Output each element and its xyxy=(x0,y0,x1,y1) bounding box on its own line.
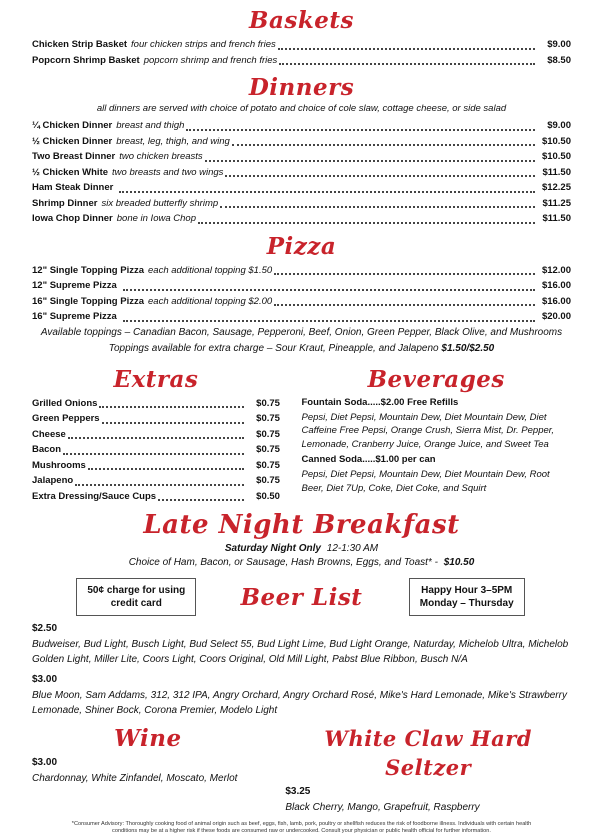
item-price: $12.25 xyxy=(541,182,571,193)
dotted-leader xyxy=(198,222,535,224)
dinners-note: all dinners are served with choice of potato and choice of cole slaw, cottage cheese, or side salad xyxy=(96,103,507,114)
item-price: $0.75 xyxy=(256,428,280,440)
canned-soda-label: Canned Soda.....$1.00 per can xyxy=(301,454,436,465)
dotted-leader xyxy=(123,320,535,322)
dotted-leader xyxy=(123,289,535,291)
item-name: Iowa Chop Dinner xyxy=(32,213,113,224)
section-wine xyxy=(32,724,264,815)
menu-item-row xyxy=(32,53,571,69)
item-price: $0.75 xyxy=(256,475,280,486)
item-name: ½ Chicken Dinner xyxy=(32,135,113,147)
item-price: $11.25 xyxy=(542,197,571,209)
item-price: $0.75 xyxy=(256,459,280,471)
item-desc: four chicken strips and french fries xyxy=(131,39,276,50)
schedule-time: 12-1:30 AM xyxy=(326,543,379,554)
menu-item-row xyxy=(32,134,571,150)
item-name: Two Breast Dinner xyxy=(32,151,116,162)
beer-tier-price: $3.00 xyxy=(32,674,58,685)
beer-tier-list: Budweiser, Bud Light, Busch Light, Bud Select 55, Bud Light Lime, Bud Light Orange, Naturday, Michelob Ultra, Michelob Golden Light, Miller Lite, Coors Light, Coors Original, Old Mill Light, Pabst Blue Ribbon, Busch N/A xyxy=(32,639,569,665)
menu-item-row xyxy=(32,278,571,294)
late-night-details xyxy=(32,556,571,570)
section-beer-list xyxy=(32,578,571,718)
fountain-soda-label: Fountain Soda.....$2.00 Free Refills xyxy=(301,396,459,408)
menu-item-row xyxy=(32,427,280,443)
section-title-wine: Wine xyxy=(114,725,182,752)
item-price: $0.75 xyxy=(256,444,280,455)
dotted-leader xyxy=(232,144,535,146)
beer-tier-list: Blue Moon, Sam Addams, 312, 312 IPA, Angry Orchard, Angry Orchard Rosé, Mike's Hard Lemonade, Mike's Strawberry Lemonade, Shiner Bock, Corona Premier, Modelo Light xyxy=(32,690,567,716)
item-name: 16" Single Topping Pizza xyxy=(32,295,145,307)
menu-item-row xyxy=(32,118,571,134)
item-price: $0.50 xyxy=(256,490,280,502)
item-price: $9.00 xyxy=(547,39,571,50)
section-title-baskets: Baskets xyxy=(249,7,354,34)
item-desc: breast, leg, thigh, and wing xyxy=(116,135,230,147)
extra-charge-text: Toppings available for extra charge – Sour Kraut, Pineapple, and Jalapeno xyxy=(108,342,439,354)
section-title-extras: Extras xyxy=(113,365,199,393)
item-price: $12.00 xyxy=(541,264,571,276)
section-title-dinners: Dinners xyxy=(248,74,355,101)
canned-soda-options: Pepsi, Diet Pepsi, Mountain Dew, Diet Mountain Dew, Root Beer, Diet 7Up, Coke, Diet Coke, and Squirt xyxy=(301,469,550,494)
item-price: $11.50 xyxy=(542,213,571,224)
dotted-leader xyxy=(88,468,244,470)
menu-item-row xyxy=(32,442,280,458)
section-title-beverages: Beverages xyxy=(367,365,505,393)
dotted-leader xyxy=(205,160,535,162)
pizza-toppings-note: Available toppings – Canadian Bacon, Sausage, Pepperoni, Beef, Onion, Green Pepper, Black Olive, and Mushrooms xyxy=(40,326,563,338)
section-late-night-breakfast xyxy=(32,509,571,570)
beer-list-header xyxy=(32,578,571,616)
item-name: Bacon xyxy=(32,444,62,455)
item-name: Ham Steak Dinner xyxy=(32,182,114,193)
section-pizza xyxy=(32,232,571,357)
item-name: Extra Dressing/Sauce Cups xyxy=(32,490,157,502)
beer-tier-price: $2.50 xyxy=(32,623,58,634)
dotted-leader xyxy=(274,273,535,275)
pizza-rows xyxy=(32,263,571,325)
item-name: Jalapeno xyxy=(32,475,74,486)
note-line: credit card xyxy=(110,598,162,609)
item-name: 12" Single Topping Pizza xyxy=(32,264,145,276)
section-extras xyxy=(32,365,280,505)
happy-hour-box xyxy=(409,578,525,616)
late-night-schedule xyxy=(32,542,571,556)
item-desc: six breaded butterfly shrimp xyxy=(101,197,219,209)
menu-item-row xyxy=(32,309,571,325)
item-name: Popcorn Shrimp Basket xyxy=(32,54,140,66)
details-text: Choice of Ham, Bacon, or Sausage, Hash Browns, Eggs, and Toast* - xyxy=(128,557,438,568)
dinners-rows xyxy=(32,118,571,227)
dotted-leader xyxy=(119,191,535,193)
dotted-leader xyxy=(102,422,244,424)
details-price: $10.50 xyxy=(443,557,475,568)
dotted-leader xyxy=(63,453,244,455)
item-name: 12" Supreme Pizza xyxy=(32,280,117,291)
section-title-late-night: Late Night Breakfast xyxy=(143,510,460,540)
menu-item-row xyxy=(32,294,571,310)
menu-item-row xyxy=(32,411,280,427)
section-baskets xyxy=(32,6,571,68)
item-name: Grilled Onions xyxy=(32,397,98,409)
item-price: $9.00 xyxy=(547,120,571,131)
menu-item-row xyxy=(32,263,571,279)
white-claw-price: $3.25 xyxy=(285,786,311,797)
item-price: $16.00 xyxy=(541,280,571,291)
dotted-leader xyxy=(274,304,535,306)
extra-charge-price: $1.50/$2.50 xyxy=(441,342,495,354)
section-title-pizza: Pizza xyxy=(266,232,337,260)
dotted-leader xyxy=(220,206,535,208)
item-price: $16.00 xyxy=(541,295,571,307)
section-dinners xyxy=(32,73,571,227)
item-desc: popcorn shrimp and french fries xyxy=(143,54,278,66)
item-price: $20.00 xyxy=(541,311,571,322)
item-desc: each additional topping $2.00 xyxy=(148,295,273,307)
fountain-soda-options: Pepsi, Diet Pepsi, Mountain Dew, Diet Mountain Dew, Diet Caffeine Free Pepsi, Orange Crush, Sierra Mist, Dr. Pepper, Lemonade, Cranberry Juice, Orange Juice, and Sweet Tea xyxy=(301,411,555,450)
item-desc: two chicken breasts xyxy=(119,151,203,162)
credit-card-note-box xyxy=(76,578,196,616)
item-price: $10.50 xyxy=(541,135,571,147)
note-line: Happy Hour 3–5PM xyxy=(421,585,513,596)
dotted-leader xyxy=(158,499,244,501)
section-white-claw xyxy=(285,724,571,815)
section-title-white-claw: White Claw Hard Seltzer xyxy=(324,726,532,780)
item-price: $0.75 xyxy=(256,397,280,409)
note-line: Monday – Thursday xyxy=(419,598,514,609)
item-name: 16" Supreme Pizza xyxy=(32,311,117,322)
dotted-leader xyxy=(68,437,244,439)
item-name: ½ Chicken White xyxy=(32,166,109,178)
menu-item-row xyxy=(32,180,571,196)
menu-item-row xyxy=(32,37,571,53)
note-line: 50¢ charge for using xyxy=(87,585,186,596)
menu-item-row xyxy=(32,458,280,474)
dotted-leader xyxy=(99,406,243,408)
dotted-leader xyxy=(278,48,535,50)
item-name: Cheese xyxy=(32,428,66,440)
menu-item-row xyxy=(32,473,280,489)
item-desc: bone in Iowa Chop xyxy=(116,213,196,224)
schedule-day: Saturday Night Only xyxy=(224,543,321,554)
dotted-leader xyxy=(186,129,535,131)
dotted-leader xyxy=(75,484,244,486)
item-price: $8.50 xyxy=(547,54,571,66)
menu-item-row xyxy=(32,211,571,227)
item-name: Green Peppers xyxy=(32,413,100,424)
item-price: $11.50 xyxy=(542,166,571,178)
item-desc: breast and thigh xyxy=(116,120,185,131)
item-price: $0.75 xyxy=(256,413,280,424)
extras-beverages-columns xyxy=(32,365,571,505)
menu-item-row xyxy=(32,396,280,412)
consumer-advisory-footer: *Consumer Advisory: Thoroughly cooking food of animal origin such as beef, eggs, fish, lamb, pork, poultry or shellfish reduces the risk of foodborne illness. Individuals with certain health conditions may be at a higher risk if these foods are consumed raw or undercooked. Consult your physician or public health official for further information. xyxy=(71,821,532,834)
white-claw-list: Black Cherry, Mango, Grapefruit, Raspberry xyxy=(285,802,480,813)
menu-item-row xyxy=(32,489,280,505)
menu-item-row xyxy=(32,196,571,212)
item-desc: each additional topping $1.50 xyxy=(148,264,273,276)
section-beverages xyxy=(302,365,572,505)
wine-list: Chardonnay, White Zinfandel, Moscato, Merlot xyxy=(32,773,238,784)
extras-rows xyxy=(32,396,280,505)
wine-seltzer-columns xyxy=(32,724,571,815)
section-title-beer-list: Beer List xyxy=(240,583,363,611)
item-name: ¼ Chicken Dinner xyxy=(32,120,113,131)
item-name: Shrimp Dinner xyxy=(32,197,98,209)
dotted-leader xyxy=(225,175,535,177)
pizza-extra-charge-note xyxy=(32,341,571,357)
dotted-leader xyxy=(279,63,535,65)
item-name: Chicken Strip Basket xyxy=(32,39,128,50)
menu-item-row xyxy=(32,165,571,181)
baskets-rows xyxy=(32,37,571,68)
menu-item-row xyxy=(32,149,571,165)
item-desc: two breasts and two wings xyxy=(112,166,224,178)
wine-price: $3.00 xyxy=(32,757,58,768)
item-price: $10.50 xyxy=(541,151,571,162)
item-name: Mushrooms xyxy=(32,459,86,471)
